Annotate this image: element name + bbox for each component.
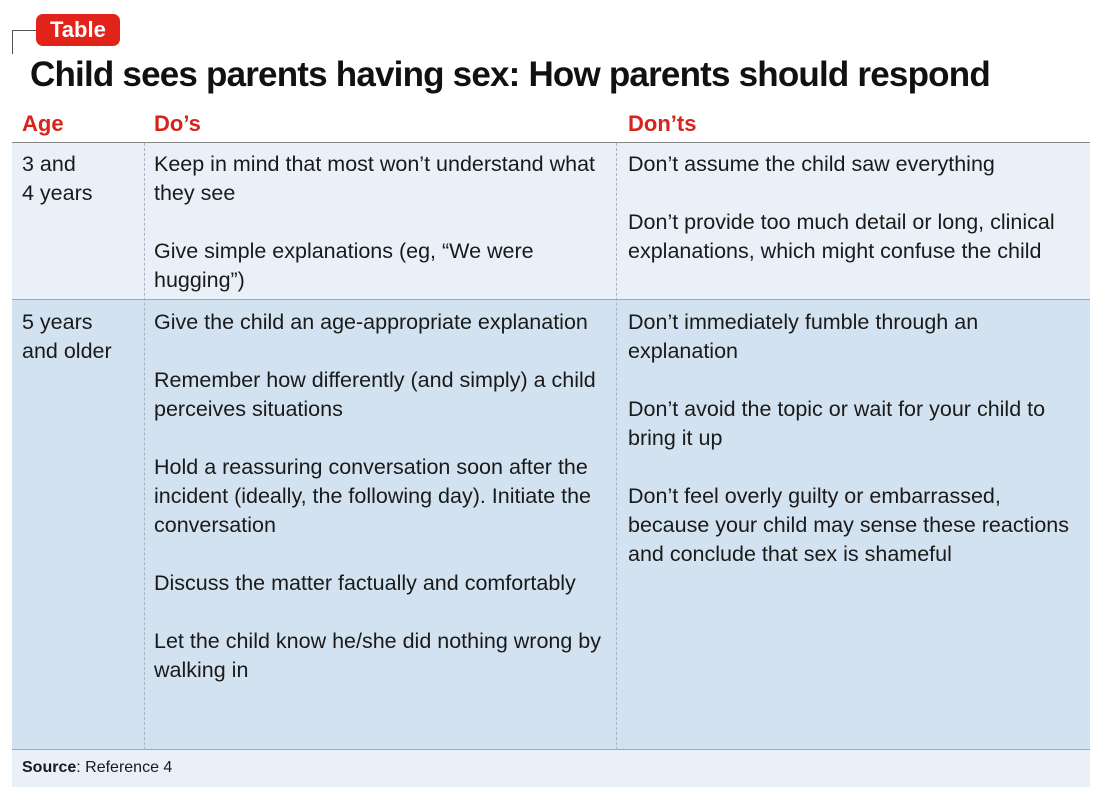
age-cell — [22, 150, 140, 208]
dos-item: Discuss the matter factually and comfortably — [154, 571, 576, 595]
donts-item: Don’t immediately fumble through an explanation — [628, 310, 979, 363]
table-header — [12, 103, 1090, 143]
column-divider — [144, 143, 145, 750]
dos-item: Keep in mind that most won’t understand what they see — [154, 152, 596, 205]
dos-cell — [154, 150, 604, 295]
dos-item: Give the child an age-appropriate explanation — [154, 310, 588, 334]
age-cell — [22, 308, 140, 366]
age-line: 4 years — [22, 181, 93, 205]
source-label: Source — [22, 759, 77, 776]
donts-item: Don’t avoid the topic or wait for your child to bring it up — [628, 397, 1046, 450]
age-line: and older — [22, 339, 112, 363]
header-dos: Do’s — [154, 111, 201, 136]
dos-item: Let the child know he/she did nothing wrong by walking in — [154, 629, 602, 682]
donts-item: Don’t feel overly guilty or embarrassed, because your child may sense these reactions and conclude that sex is shameful — [628, 484, 1069, 566]
header-age: Age — [22, 111, 64, 136]
dos-item: Give simple explanations (eg, “We were hugging”) — [154, 239, 534, 292]
donts-cell — [628, 308, 1078, 569]
corner-bracket-decoration — [12, 30, 38, 54]
table-tag-badge: Table — [36, 14, 120, 46]
source-text: : Reference 4 — [76, 759, 173, 776]
footer-band — [12, 750, 1090, 787]
table-title: Child sees parents having sex: How parents should respond — [30, 55, 990, 94]
dos-cell — [154, 308, 604, 685]
donts-cell — [628, 150, 1078, 266]
column-divider — [616, 143, 617, 750]
header-donts: Don’ts — [628, 111, 697, 136]
age-line: 5 years — [22, 310, 93, 334]
age-line: 3 and — [22, 152, 76, 176]
guidance-table — [12, 103, 1090, 787]
source-note — [22, 759, 172, 777]
donts-item: Don’t assume the child saw everything — [628, 152, 995, 176]
dos-item: Remember how differently (and simply) a child perceives situations — [154, 368, 596, 421]
dos-item: Hold a reassuring conversation soon after the incident (ideally, the following day). Initiate the conversation — [154, 455, 592, 537]
donts-item: Don’t provide too much detail or long, clinical explanations, which might confuse the child — [628, 210, 1055, 263]
